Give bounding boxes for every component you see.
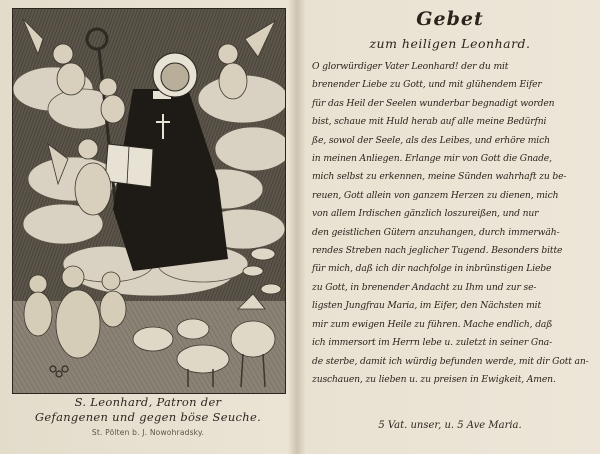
printer-imprint: St. Pölten b. J. Nowohradsky. [91, 428, 205, 437]
prayer-line: ligsten Jungfrau Maria, im Eifer, den Nächsten mit [312, 300, 542, 312]
prayer-line: mich selbst zu erkennen, meine Sünden wahrhaft zu be- [312, 171, 567, 183]
prayer-line: ße, sowol der Seele, als des Leibes, und erhöre mich [312, 134, 550, 146]
prayer-line: bist, schaue mit Huld herab auf alle meine Bedürfni [312, 116, 547, 128]
prayer-line: mir zum ewigen Heile zu führen. Mache endlich, daß [312, 318, 553, 330]
prayer-line: ich immersort im Herrn lebe u. zuletzt in seiner Gna- [312, 337, 553, 349]
prayer-line: zu Gott, in brenender Andacht zu Ihm und zur se- [312, 281, 537, 293]
prayer-line: für das Heil der Seelen wunderbar begnadigt worden [312, 97, 555, 109]
prayer-line: reuen, Gott allein von ganzem Herzen zu dienen, mich [312, 189, 559, 201]
caption-line-2: Gefangenen und gegen böse Seuche. [34, 410, 262, 424]
prayer-line: in meinen Anliegen. Erlange mir von Gott die Gnade, [312, 153, 552, 165]
prayer-line: für mich, daß ich dir nachfolge in inbrünstigen Liebe [312, 263, 552, 275]
prayer-line: rendes Streben nach jeglicher Tugend. Besonders bitte [312, 245, 563, 257]
prayer-closing: 5 Vat. unser, u. 5 Ave Maria. [378, 420, 522, 431]
caption-line-1: S. Leonhard, Patron der [74, 395, 222, 409]
prayer-text [312, 58, 592, 389]
prayer-line: von allem Irdischen gänzlich loszureißen, und nur [312, 208, 539, 220]
prayer-line: O glorwürdiger Vater Leonhard! der du mit [312, 61, 509, 72]
prayer-title: Gebet [416, 8, 484, 30]
prayer-line: den geistlichen Gütern anzuhangen, durch immerwäh- [312, 226, 560, 238]
prayer-line: zuschauen, zu lieben u. zu preisen in Ewigkeit, Amen. [312, 373, 556, 385]
prayer-panel [300, 0, 600, 454]
prayer-subtitle: zum heiligen Leonhard. [369, 36, 531, 51]
prayer-line: de sterbe, damit ich würdig befunden werde, mit dir Gott an- [312, 355, 589, 367]
prayer-line: brenender Liebe zu Gott, und mit glühendem Eifer [312, 79, 542, 91]
image-panel [0, 0, 292, 454]
saint-engraving [12, 8, 286, 394]
engraving-caption [12, 395, 284, 437]
